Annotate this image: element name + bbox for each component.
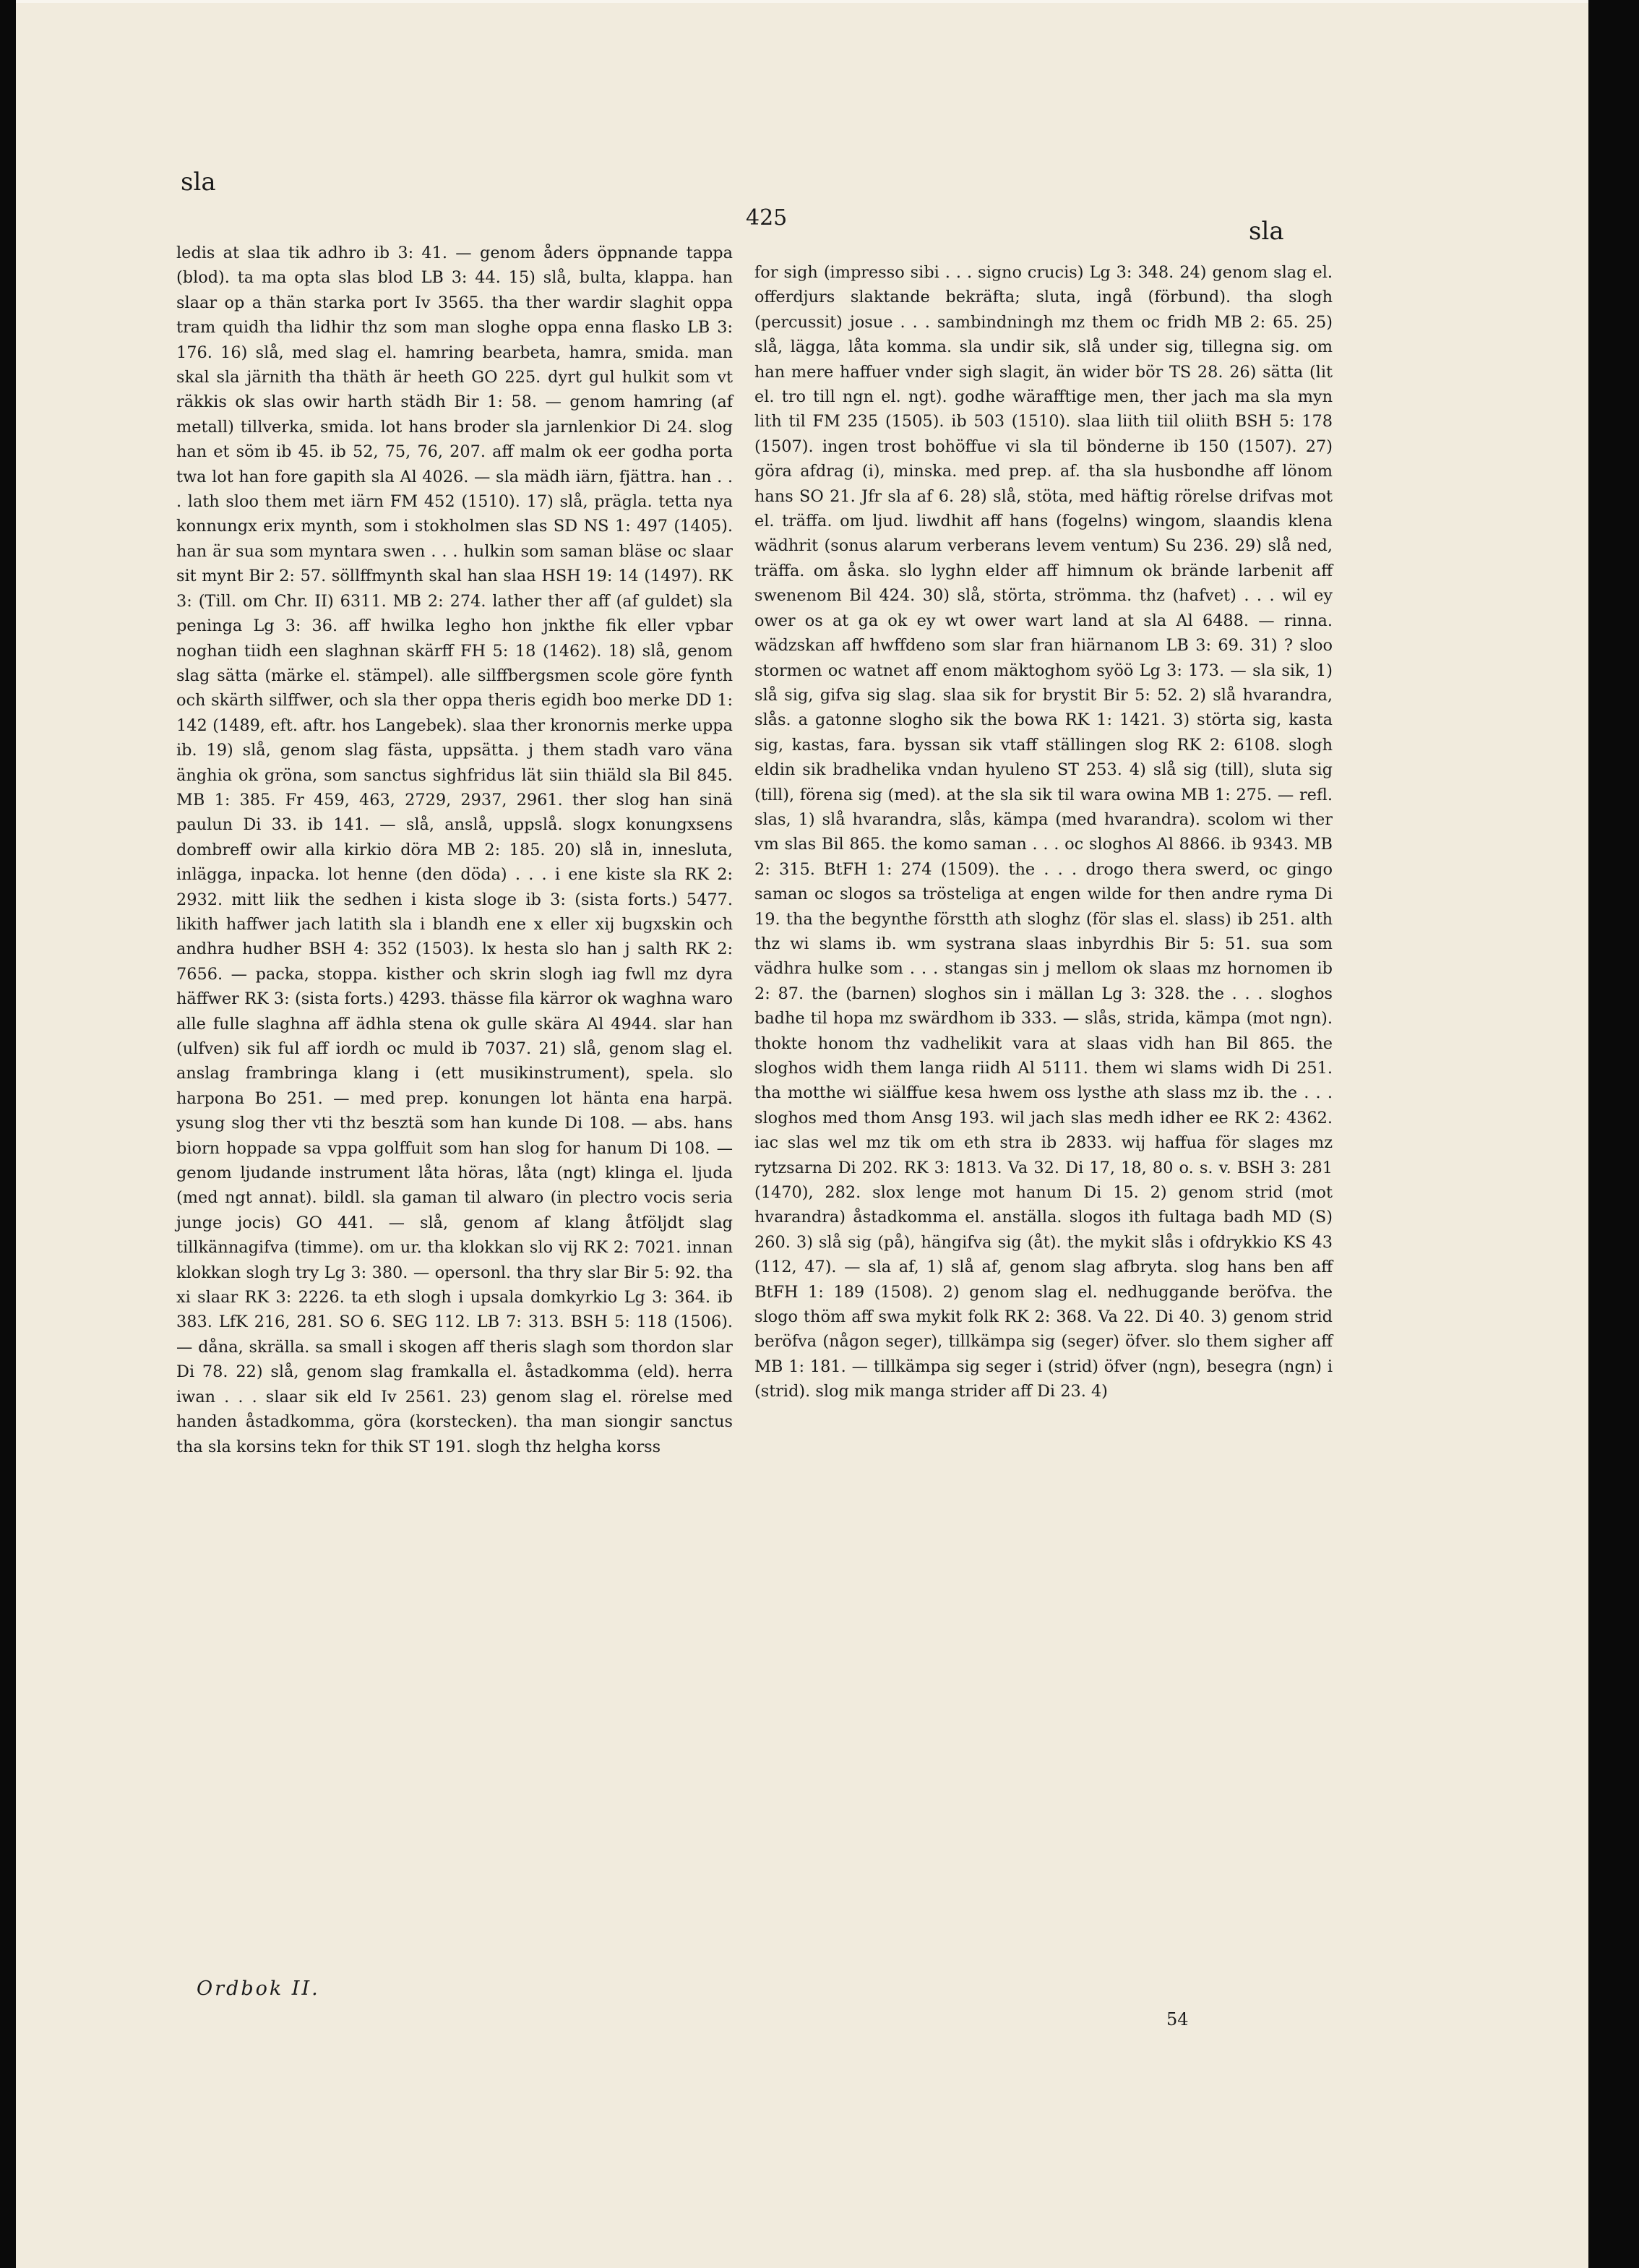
sheet-number: 54 [1166,2009,1189,2029]
running-headword-left: sla [181,168,216,197]
right-column [754,260,1333,1404]
left-column-text: ledis at slaa tik adhro ib 3: 41. — genom åders öppnande tappa (blod). ta ma opta slas blod LB 3: 44. 15) slå, bulta, klappa. han slaar op a thän starka port Iv 3565. tha ther wardir slaghit oppa tram quidh tha lidhir thz som man sloghe oppa enna flasko LB 3: 176. 16) slå, med slag el. hamring bearbeta, hamra, smida. man skal sla järnith tha thäth är heeth GO 225. dyrt gul hulkit som vt räkkis ok slas owir harth städh Bir 1: 58. — genom hamring (af metall) tillverka, smida. lot hans broder sla jarnlenkior Di 24. slog han et söm ib 45. ib 52, 75, 76, 207. aff malm ok eer godha porta twa lot han fore gapith sla Al 4026. — sla mädh iärn, fjättra. han . . . lath sloo them met iärn FM 452 (1510). 17) slå, prägla. tetta nya konnungx erix mynth, som i stokholmen slas SD NS 1: 497 (1405). han är sua som myntara swen . . . hulkin som saman bläse oc slaar sit mynt Bir 2: 57. söllffmynth skal han slaa HSH 19: 14 (1497). RK 3: (Till. om Chr. II) 6311. MB 2: 274. lather ther aff (af guldet) sla peninga Lg 3: 36. aff hwilka legho hon jnkthe fik eller vpbar noghan tiidh een slaghnan skärff FH 5: 18 (1462). 18) slå, genom slag sätta (märke el. stämpel). alle silffbergsmen scole göre fynth och skärth silffwer, och sla ther oppa theris egidh boo merke DD 1: 142 (1489, eft. aftr. hos Langebek). slaa ther kronornis merke uppa ib. 19) slå, genom slag fästa, uppsätta. j them stadh varo väna änghia ok gröna, som sanctus sighfridus lät siin thiäld sla Bil 845. MB 1: 385. Fr 459, 463, 2729, 2937, 2961. ther slog han sinä paulun Di 33. ib 141. — slå, anslå, uppslå. slogx konungxsens dombreff owir alla kirkio döra MB 2: 185. 20) slå in, inneslutа, inlägga, inpacka. lot henne (den döda) . . . i ene kiste sla RK 2: 2932. mitt liik the sedhen i kista sloge ib 3: (sista forts.) 5477. likith haffwer jach latith sla i blandh ene x eller xij bugxskin och andhra hudher BSH 4: 352 (1503). lx hesta slo han j salth RK 2: 7656. — packa, stoppa. kisther och skrin slogh iag fwll mz dyra häffwer RK 3: (sista forts.) 4293. thässe fila kärror ok waghna waro alle fulle slaghna aff ädhla stena ok gulle skära Al 4944. slar han (ulfven) sik ful aff iordh oc muld ib 7037. 21) slå, genom slag el. anslag frambringa klang i (ett musikinstrument), spela. slo harpona Bo 251. — med prep. konungen lot hänta ena harpä. ysung slog ther vti thz besztä som han kunde Di 108. — abs. hans biorn hoppade sa vppa golffuit som han slog for hanum Di 108. — genom ljudande instrument låta höras, låta (ngt) klinga el. ljuda (med ngt annat). bildl. sla gaman til alwaro (in plectro vocis seria junge jocis) GO 441. — slå, genom af klang åtföljdt slag tillkännagifva (timme). om ur. tha klokkan slo vij RK 2: 7021. innan klokkan slogh try Lg 3: 380. — opersonl. tha thry slar Bir 5: 92. tha xi slaar RK 3: 2226. ta eth slogh i upsala domkyrkio Lg 3: 364. ib 383. LfK 216, 281. SO 6. SEG 112. LB 7: 313. BSH 5: 118 (1506). — dåna, skrälla. sa small i skogen aff theris slagh som thordon slar Di 78. 22) slå, genom slag framkalla el. åstadkomma (eld). herra iwan . . . slaar sik eld Iv 2561. 23) genom slag el. rörelse med handen åstadkomma, göra (korstecken). tha man siongir sanctus tha sla korsins tekn for thik ST 191. slogh thz helgha korss [176,244,733,1456]
right-column-text: for sigh (impresso sibi . . . signo crucis) Lg 3: 348. 24) genom slag el. offerdjurs slaktande bekräfta; sluta, ingå (förbund). tha slogh (percussit) josue . . . sambindningh mz them oc fridh MB 2: 65. 25) slå, lägga, låta komma. sla undir sik, slå under sig, tillegna sig. om han mere haffuer vnder sigh slagit, än wider bör TS 28. 26) sätta (lit el. tro till ngn el. ngt). godhe wärafftige men, ther jach ma sla myn lith til FM 235 (1505). ib 503 (1510). slaa liith tiil oliith BSH 5: 178 (1507). ingen trost bohöffue vi sla til bönderne ib 150 (1507). 27) göra afdrag (i), minska. med prep. af. tha sla husbondhe aff lönom hans SO 21. Jfr sla af 6. 28) slå, stöta, med häftig rörelse drifvas mot el. träffa. om ljud. liwdhit aff hans (fogelns) wingom, slaandis klena wädhrit (sonus alarum verberans levem ventum) Su 236. 29) slå ned, träffa. om åska. slo lyghn elder aff himnum ok brände larbenit aff swenenom Bil 424. 30) slå, störta, strömma. thz (hafvet) . . . wil ey ower os at ga ok ey wt ower wart land at sla Al 6488. — rinna. wädzskan aff hwffdeno som slar fran hiärnanom LB 3: 69. 31) ? sloo stormen oc watnet aff enom mäktoghom syöö Lg 3: 173. — sla sik, 1) slå sig, gifva sig slag. slaa sik for brystit Bir 5: 52. 2) slå hvarandra, slås. a gatonne slogho sik the bowa RK 1: 1421. 3) störta sig, kasta sig, kastas, fara. byssan sik vtaff ställingen slog RK 2: 6108. slogh eldin sik bradhelika vndan hyuleno ST 253. 4) slå sig (till), sluta sig (till), förena sig (med). at the sla sik til wara owina MB 1: 275. — refl. slas, 1) slå hvarandra, slås, kämpa (med hvarandra). scolom wi ther vm slas Bil 865. the komo saman . . . oc sloghos Al 8866. ib 9343. MB 2: 315. BtFH 1: 274 (1509). the . . . drogo thera swerd, oc gingo saman oc slogos sa trösteliga at engen wilde for then andre ryma Di 19. tha the begynthe förstth ath sloghz (för slas el. slass) ib 251. alth thz wi slams ib. wm systrana slaas inbyrdhis Bir 5: 51. sua som vädhra hulke som . . . stangas sin j mellom ok slaas mz hornomen ib 2: 87. the (barnen) sloghos sin i mällan Lg 3: 328. the . . . sloghos badhe til hopa mz swärdhom ib 333. — slås, strida, kämpa (mot ngn). thokte honom thz vadhelikit vara at slaas vidh han Bil 865. the sloghos widh them langa riidh Al 5111. them wi slams widh Di 251. tha motthe wi siälffue kesa hwem oss lysthe ath slass mz ib. the . . . sloghos med thom Ansg 193. wil jach slas medh idher ee RK 2: 4362. iac slas wel mz tik om eth stra ib 2833. wij haffua för slages mz rytzsarna Di 202. RK 3: 1813. Va 32. Di 17, 18, 80 o. s. v. BSH 3: 281 (1470), 282. slox lenge mot hanum Di 15. 2) genom strid (mot hvarandra) åstadkomma el. anställa. slogos ith fultaga badh MD (S) 260. 3) slå sig (på), hängifva sig (åt). the mykit slås i ofdrykkio KS 43 (112, 47). — sla af, 1) slå af, genom slag afbryta. slog hans ben aff BtFH 1: 189 (1508). 2) genom slag el. nedhuggande beröfva. the slogo thöm aff swa mykit folk RK 2: 368. Va 22. Di 40. 3) genom strid beröfva (någon seger), tillkämpa sig (seger) öfver. slo them sigher aff MB 1: 181. — tillkämpa sig seger i (strid) öfver (ngn), besegra (ngn) i (strid). slog mik manga strider aff Di 23. 4) [754,263,1333,1401]
page-edge [16,0,1588,3]
running-headword-right: sla [1249,217,1284,246]
left-column [176,241,733,1459]
dictionary-page [16,0,1588,2268]
signature-mark: Ordbok II. [197,1977,320,2000]
page-number: 425 [746,205,788,231]
